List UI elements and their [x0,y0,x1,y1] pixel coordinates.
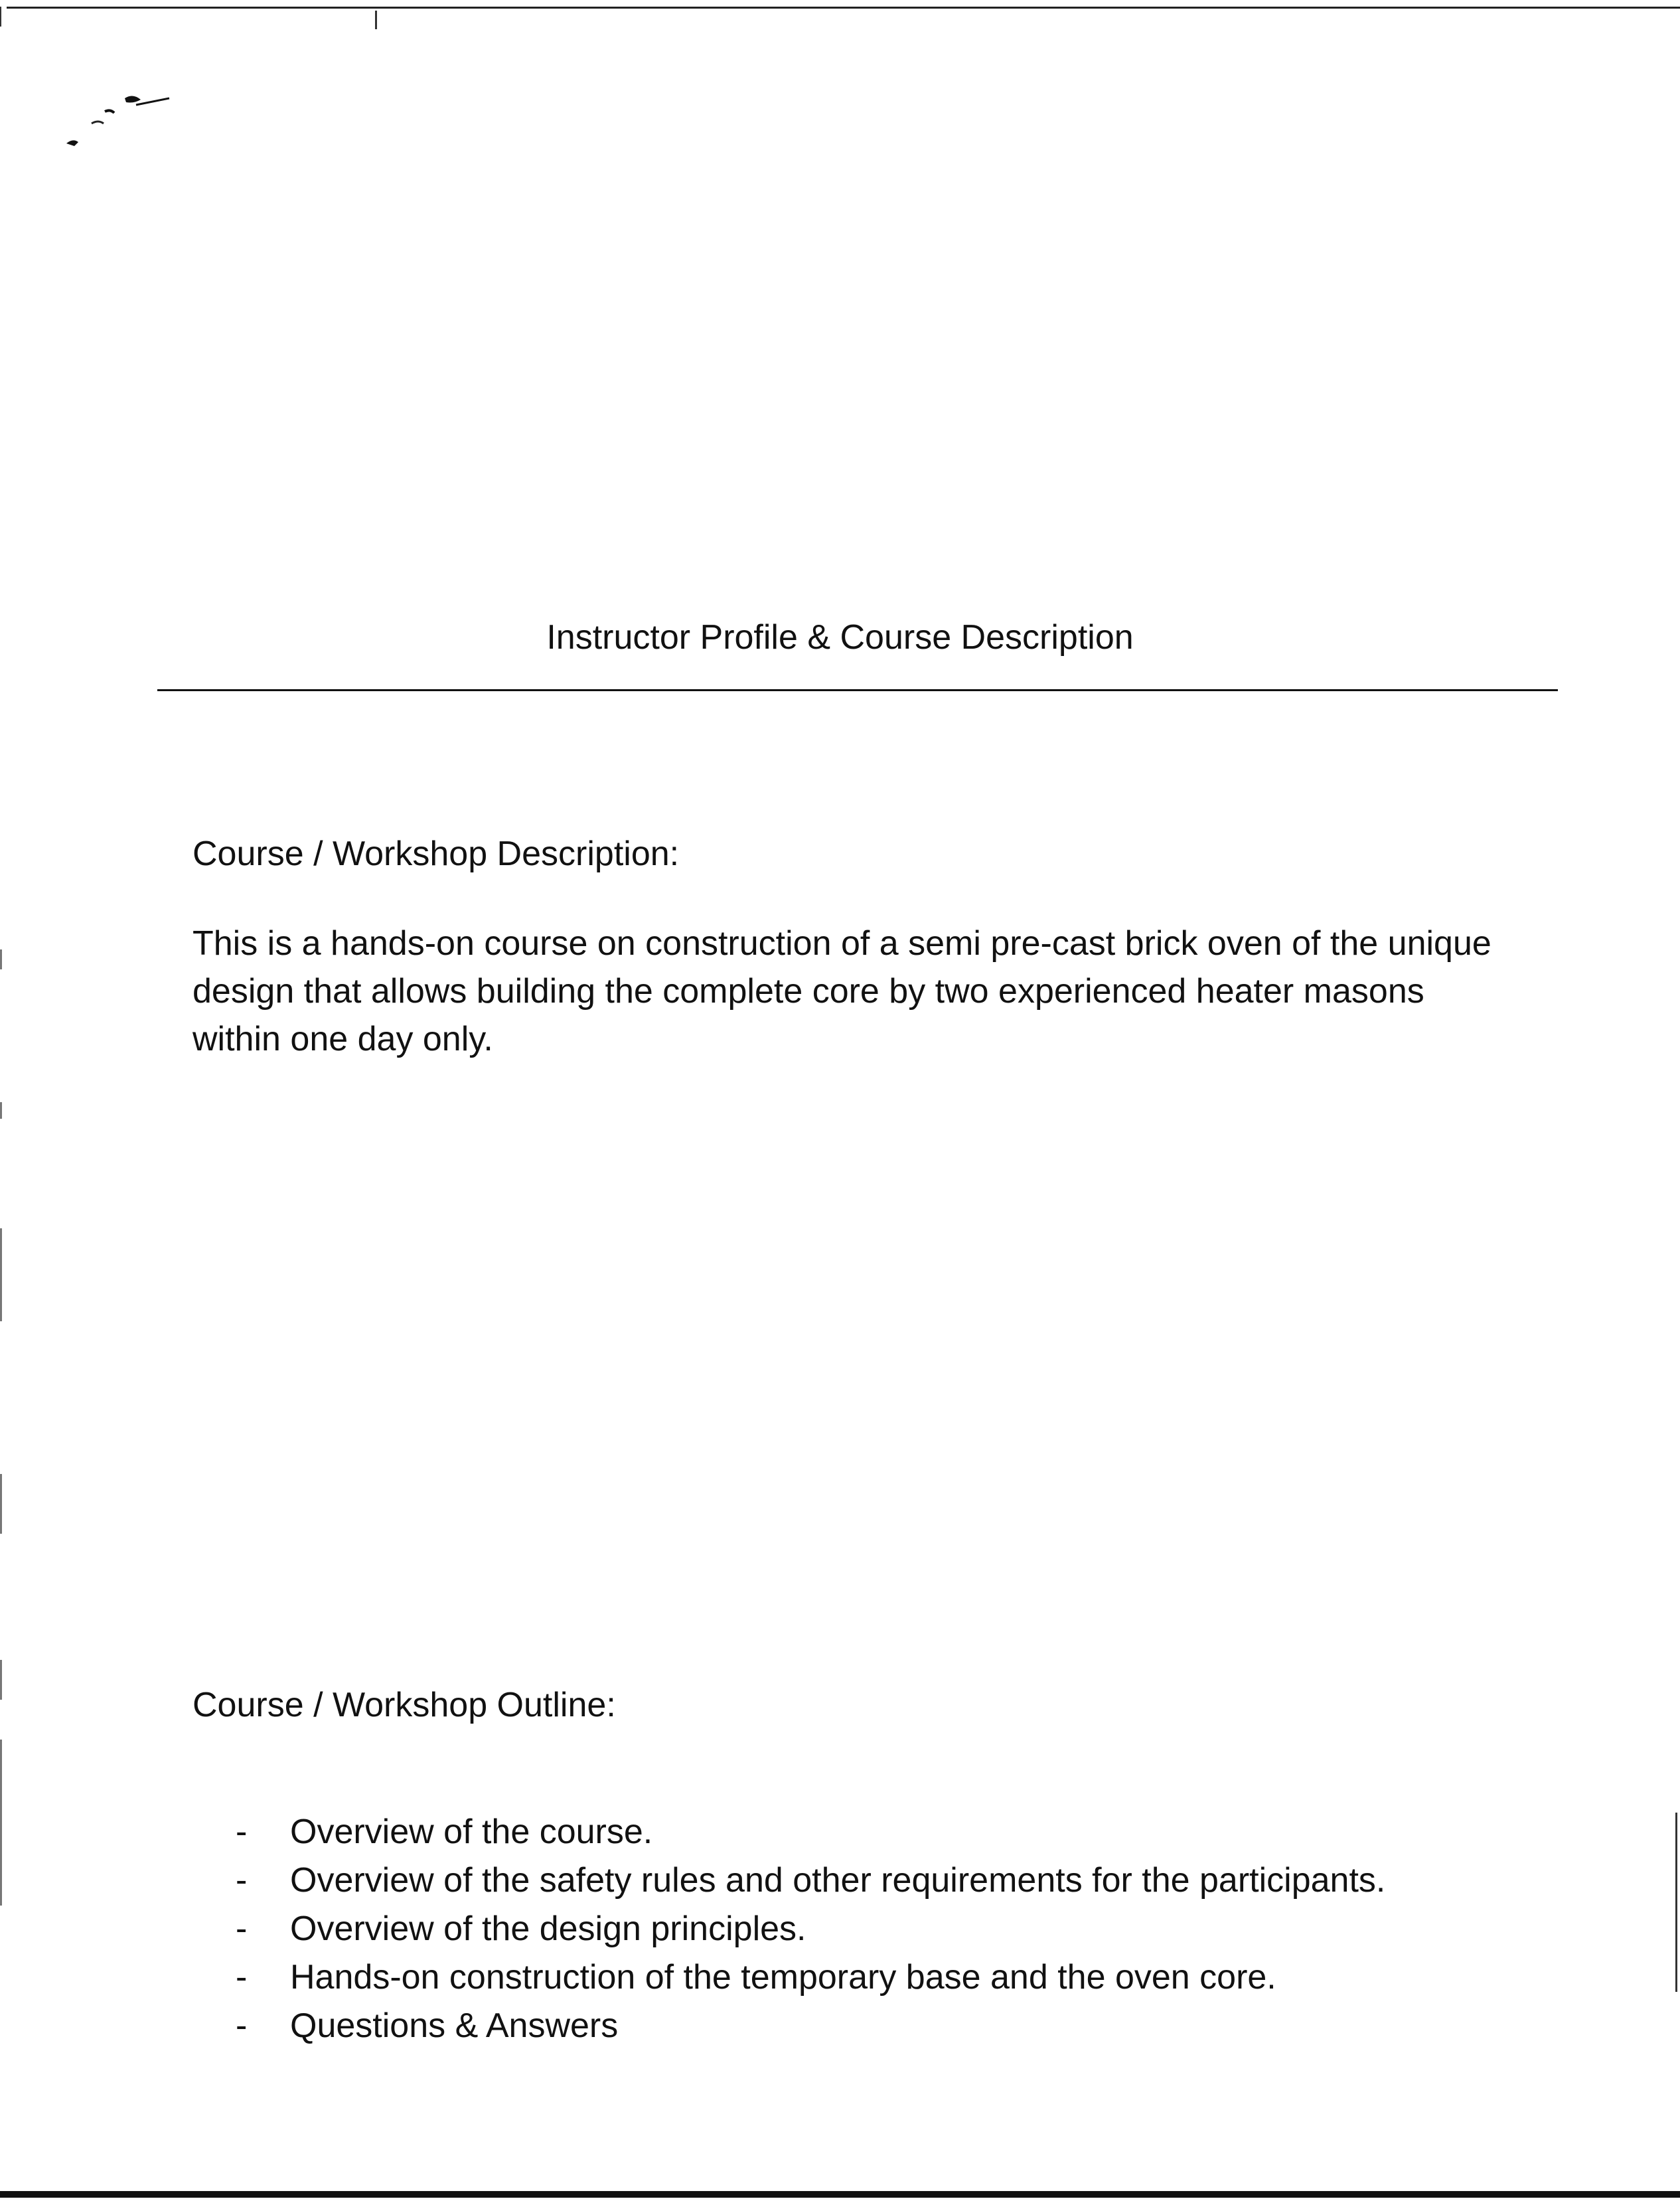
scan-edge-mark [0,949,2,969]
bullet-dash: - [236,1813,248,1851]
scan-edge-mark [1675,1813,1677,1992]
outline-heading: Course / Workshop Outline: [192,1686,616,1724]
scan-bottom-border [0,2191,1680,2198]
description-paragraph: This is a hands-on course on construction of a semi pre-cast brick oven of the unique design that allows building the complete core by two experienced heater masons within one day only. [192,924,1491,1058]
scan-edge-mark [0,1740,2,1906]
outline-item-text: Questions & Answers [290,2006,619,2045]
page-title: Instructor Profile & Course Description [546,618,1134,657]
outline-item-text: Overview of the safety rules and other requirements for the participants. [290,1861,1386,1900]
scan-edge-mark [0,7,8,27]
scan-top-border [7,7,1680,9]
outline-item-text: Overview of the design principles. [290,1910,806,1948]
scan-edge-mark [0,1660,2,1700]
description-heading: Course / Workshop Description: [192,835,680,873]
bullet-dash: - [236,2006,248,2045]
list-item [236,1856,1385,1905]
bullet-dash: - [236,1958,248,1997]
bullet-dash: - [236,1861,248,1900]
outline-item-text: Hands-on construction of the temporary base and the oven core. [290,1958,1276,1997]
scan-smudge-marks [53,80,186,159]
scan-edge-mark [0,1228,2,1321]
outline-list [236,1808,1385,2050]
scan-edge-mark [0,1474,2,1534]
list-item [236,1953,1385,2002]
bullet-dash: - [236,1910,248,1948]
list-item [236,1905,1385,1953]
outline-item-text: Overview of the course. [290,1813,653,1851]
list-item [236,2002,1385,2050]
scan-edge-mark [0,1102,2,1119]
list-item [236,1808,1385,1856]
title-divider [157,689,1558,691]
scan-tick-mark [375,11,377,29]
